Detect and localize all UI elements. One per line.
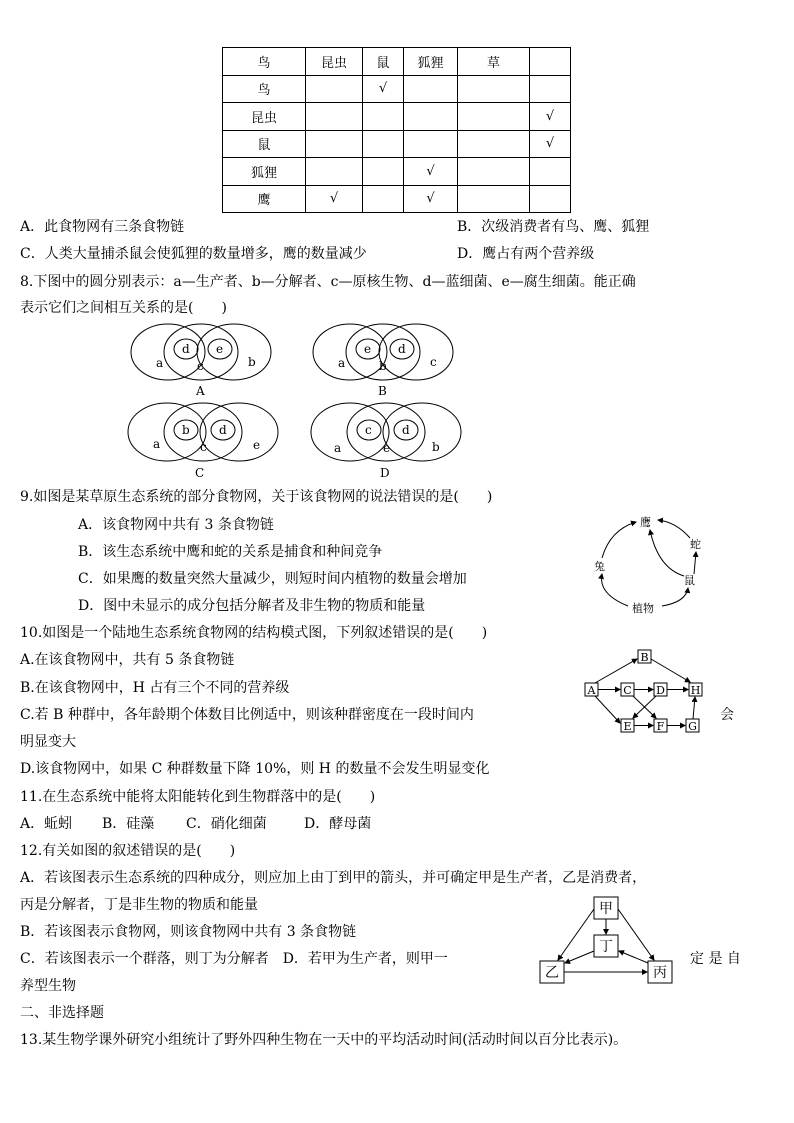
q11-stem: 11.在生态系统中能将太阳能转化到生物群落中的是( )	[20, 789, 376, 805]
arrow-jia-yi	[558, 909, 594, 960]
organism-plant: 植物	[632, 602, 654, 615]
set-label: d	[402, 423, 410, 437]
table-cell	[363, 185, 404, 213]
node-f: F	[656, 720, 665, 733]
node-h: H	[690, 684, 701, 697]
q7-option-c: C．人类大量捕杀鼠会使狐狸的数量增多，鹰的数量减少	[20, 246, 367, 262]
q12-option-c-d: C．若该图表示一个群落，则丁为分解者 D．若甲为生产者，则甲一	[20, 951, 448, 967]
set-label: b	[379, 359, 387, 373]
q7-option-a: A．此食物网有三条食物链	[20, 219, 185, 235]
table-row	[223, 75, 571, 103]
table-cell: 昆虫	[223, 103, 306, 131]
set-label: c	[365, 423, 372, 437]
q12-option-d-end: 定 是 自	[690, 951, 741, 967]
q9-stem: 9.如图是某草原生态系统的部分食物网，关于该食物网的说法错误的是( )	[20, 489, 493, 505]
table-cell	[458, 130, 530, 158]
set-label: a	[338, 356, 346, 370]
table-cell: √	[530, 130, 571, 158]
q9-option-b: B．该生态系统中鹰和蛇的关系是捕食和种间竞争	[78, 544, 383, 560]
diagram-label: B	[378, 384, 387, 398]
organism-rabbit: 兔	[594, 560, 605, 573]
table-cell	[404, 103, 458, 131]
set-label: a	[334, 441, 342, 455]
table-cell	[363, 103, 404, 131]
terrestrial-food-web	[583, 647, 708, 737]
venn-diagram-a	[128, 322, 278, 400]
table-cell	[458, 158, 530, 186]
set-circle	[131, 324, 205, 380]
q8-stem-cont: 表示它们之间相互关系的是( )	[20, 300, 227, 316]
table-header-cell: 昆虫	[306, 48, 363, 76]
table-cell	[404, 130, 458, 158]
table-cell	[306, 75, 363, 103]
node-bing: 丙	[653, 965, 667, 981]
table-cell: √	[306, 185, 363, 213]
food-relation-table	[222, 47, 571, 213]
table-cell	[306, 103, 363, 131]
node-e: E	[623, 720, 632, 733]
table-cell: √	[530, 103, 571, 131]
table-cell: √	[404, 158, 458, 186]
ecosystem-component-diagram	[538, 895, 678, 987]
table-row	[223, 130, 571, 158]
table-cell	[458, 103, 530, 131]
set-label: d	[219, 423, 227, 437]
q7-option-b: B．次级消费者有鸟、鹰、狐狸	[457, 219, 650, 235]
node-jia: 甲	[599, 901, 613, 917]
q10-stem: 10.如图是一个陆地生态系统食物网的结构模式图，下列叙述错误的是( )	[20, 625, 488, 641]
q11-option-a: A．蚯蚓	[20, 816, 73, 832]
venn-diagram-d	[308, 402, 468, 482]
q9-option-c: C．如果鹰的数量突然大量减少，则短时间内植物的数量会增加	[78, 571, 467, 587]
set-label: e	[364, 342, 372, 356]
table-row	[223, 103, 571, 131]
set-circle	[128, 403, 206, 461]
set-label: a	[156, 356, 164, 370]
node-c: C	[623, 684, 632, 697]
table-header-cell: 草	[458, 48, 530, 76]
q10-option-c-end: 会	[720, 707, 734, 723]
arrow-b-h	[651, 659, 690, 682]
table-cell	[306, 130, 363, 158]
table-cell	[530, 158, 571, 186]
set-circle	[313, 324, 387, 380]
diagram-label: C	[195, 466, 205, 480]
q12-option-b: B．若该图表示食物网，则该食物网中共有 3 条食物链	[20, 924, 357, 940]
set-label: e	[383, 441, 391, 455]
section-heading: 二、非选择题	[20, 1005, 104, 1021]
q13-stem: 13.某生物学课外研究小组统计了野外四种生物在一天中的平均活动时间(活动时间以百分比表示)。	[20, 1032, 628, 1048]
set-label: c	[430, 355, 437, 369]
q12-option-a: A．若该图表示生态系统的四种成分，则应加上由丁到甲的箭头，并可确定甲是生产者，乙是消费者，	[20, 870, 647, 886]
venn-diagram-b	[310, 322, 460, 400]
q12-option-a-cont: 丙是分解者，丁是非生物的物质和能量	[20, 897, 258, 913]
table-cell: √	[404, 185, 458, 213]
venn-diagram-c	[125, 402, 285, 482]
organism-mouse: 鼠	[684, 574, 695, 587]
q10-option-c: C.若 B 种群中，各年龄期个体数目比例适中，则该种群密度在一段时间内	[20, 707, 474, 723]
table-cell	[363, 158, 404, 186]
q10-option-b: B.在该食物网中，H 占有三个不同的营养级	[20, 680, 290, 696]
q9-option-a: A．该食物网中共有 3 条食物链	[78, 517, 274, 533]
table-cell: √	[363, 75, 404, 103]
table-cell	[458, 185, 530, 213]
arrow-plant-rabbit	[602, 574, 628, 606]
table-header-cell: 狐狸	[404, 48, 458, 76]
set-label: e	[216, 342, 224, 356]
arrow-plant-mouse	[662, 588, 688, 606]
set-label: c	[200, 440, 207, 454]
table-cell	[363, 130, 404, 158]
table-header-cell: 鸟	[223, 48, 306, 76]
set-label: d	[182, 342, 190, 356]
q9-option-d: D．图中未显示的成分包括分解者及非生物的物质和能量	[78, 598, 426, 614]
table-cell: 鼠	[223, 130, 306, 158]
set-label: d	[398, 342, 406, 356]
q12-option-d-cont: 养型生物	[20, 978, 76, 994]
grassland-food-web	[588, 510, 718, 622]
set-label: c	[197, 359, 204, 373]
set-circle	[311, 403, 389, 461]
q11-option-b: B．硅藻	[102, 816, 155, 832]
table-cell: 鸟	[223, 75, 306, 103]
diagram-label: A	[196, 384, 205, 398]
node-yi: 乙	[545, 965, 559, 981]
set-label: b	[182, 423, 190, 437]
q12-stem: 12.有关如图的叙述错误的是( )	[20, 843, 236, 859]
arrow-a-b	[595, 659, 637, 683]
table-cell	[458, 75, 530, 103]
table-header-row	[223, 48, 571, 76]
q11-option-d: D．酵母菌	[304, 816, 372, 832]
q11-option-c: C．硝化细菌	[186, 816, 267, 832]
node-d: D	[656, 684, 665, 697]
arrow-rabbit-hawk	[602, 522, 636, 558]
diagram-label: D	[380, 466, 390, 480]
arrow-mouse-hawk	[650, 530, 684, 576]
table-cell	[404, 75, 458, 103]
node-g: G	[688, 720, 697, 733]
set-label: e	[253, 438, 261, 452]
table-row	[223, 158, 571, 186]
table-header-cell	[530, 48, 571, 76]
set-label: a	[153, 437, 161, 451]
set-label: b	[432, 440, 440, 454]
organism-snake: 蛇	[690, 538, 701, 551]
node-a: A	[587, 684, 596, 697]
arrow-mouse-snake	[694, 552, 696, 574]
q10-option-d: D.该食物网中，如果 C 种群数量下降 10%，则 H 的数量不会发生明显变化	[20, 761, 490, 777]
table-row	[223, 185, 571, 213]
table-cell	[530, 185, 571, 213]
node-b: B	[640, 651, 649, 664]
set-label: b	[248, 355, 256, 369]
organism-hawk: 鹰	[640, 516, 651, 529]
table-cell: 狐狸	[223, 158, 306, 186]
q7-option-d: D．鹰占有两个营养级	[457, 246, 595, 262]
table-cell: 鹰	[223, 185, 306, 213]
arrow-bing-ding	[619, 951, 648, 963]
arrow-snake-hawk	[658, 520, 690, 538]
arrow-a-e	[595, 696, 620, 723]
table-cell	[306, 158, 363, 186]
node-ding: 丁	[599, 939, 613, 955]
q10-option-a: A.在该食物网中，共有 5 条食物链	[20, 652, 235, 668]
q10-option-c-cont: 明显变大	[20, 734, 76, 750]
table-cell	[530, 75, 571, 103]
q8-stem: 8.下图中的圆分别表示：a—生产者、b—分解者、c—原核生物、d—蓝细菌、e—腐生细菌。能正确	[20, 274, 636, 290]
arrow-g-h	[693, 697, 695, 719]
table-header-cell: 鼠	[363, 48, 404, 76]
arrow-ding-yi	[565, 951, 594, 963]
